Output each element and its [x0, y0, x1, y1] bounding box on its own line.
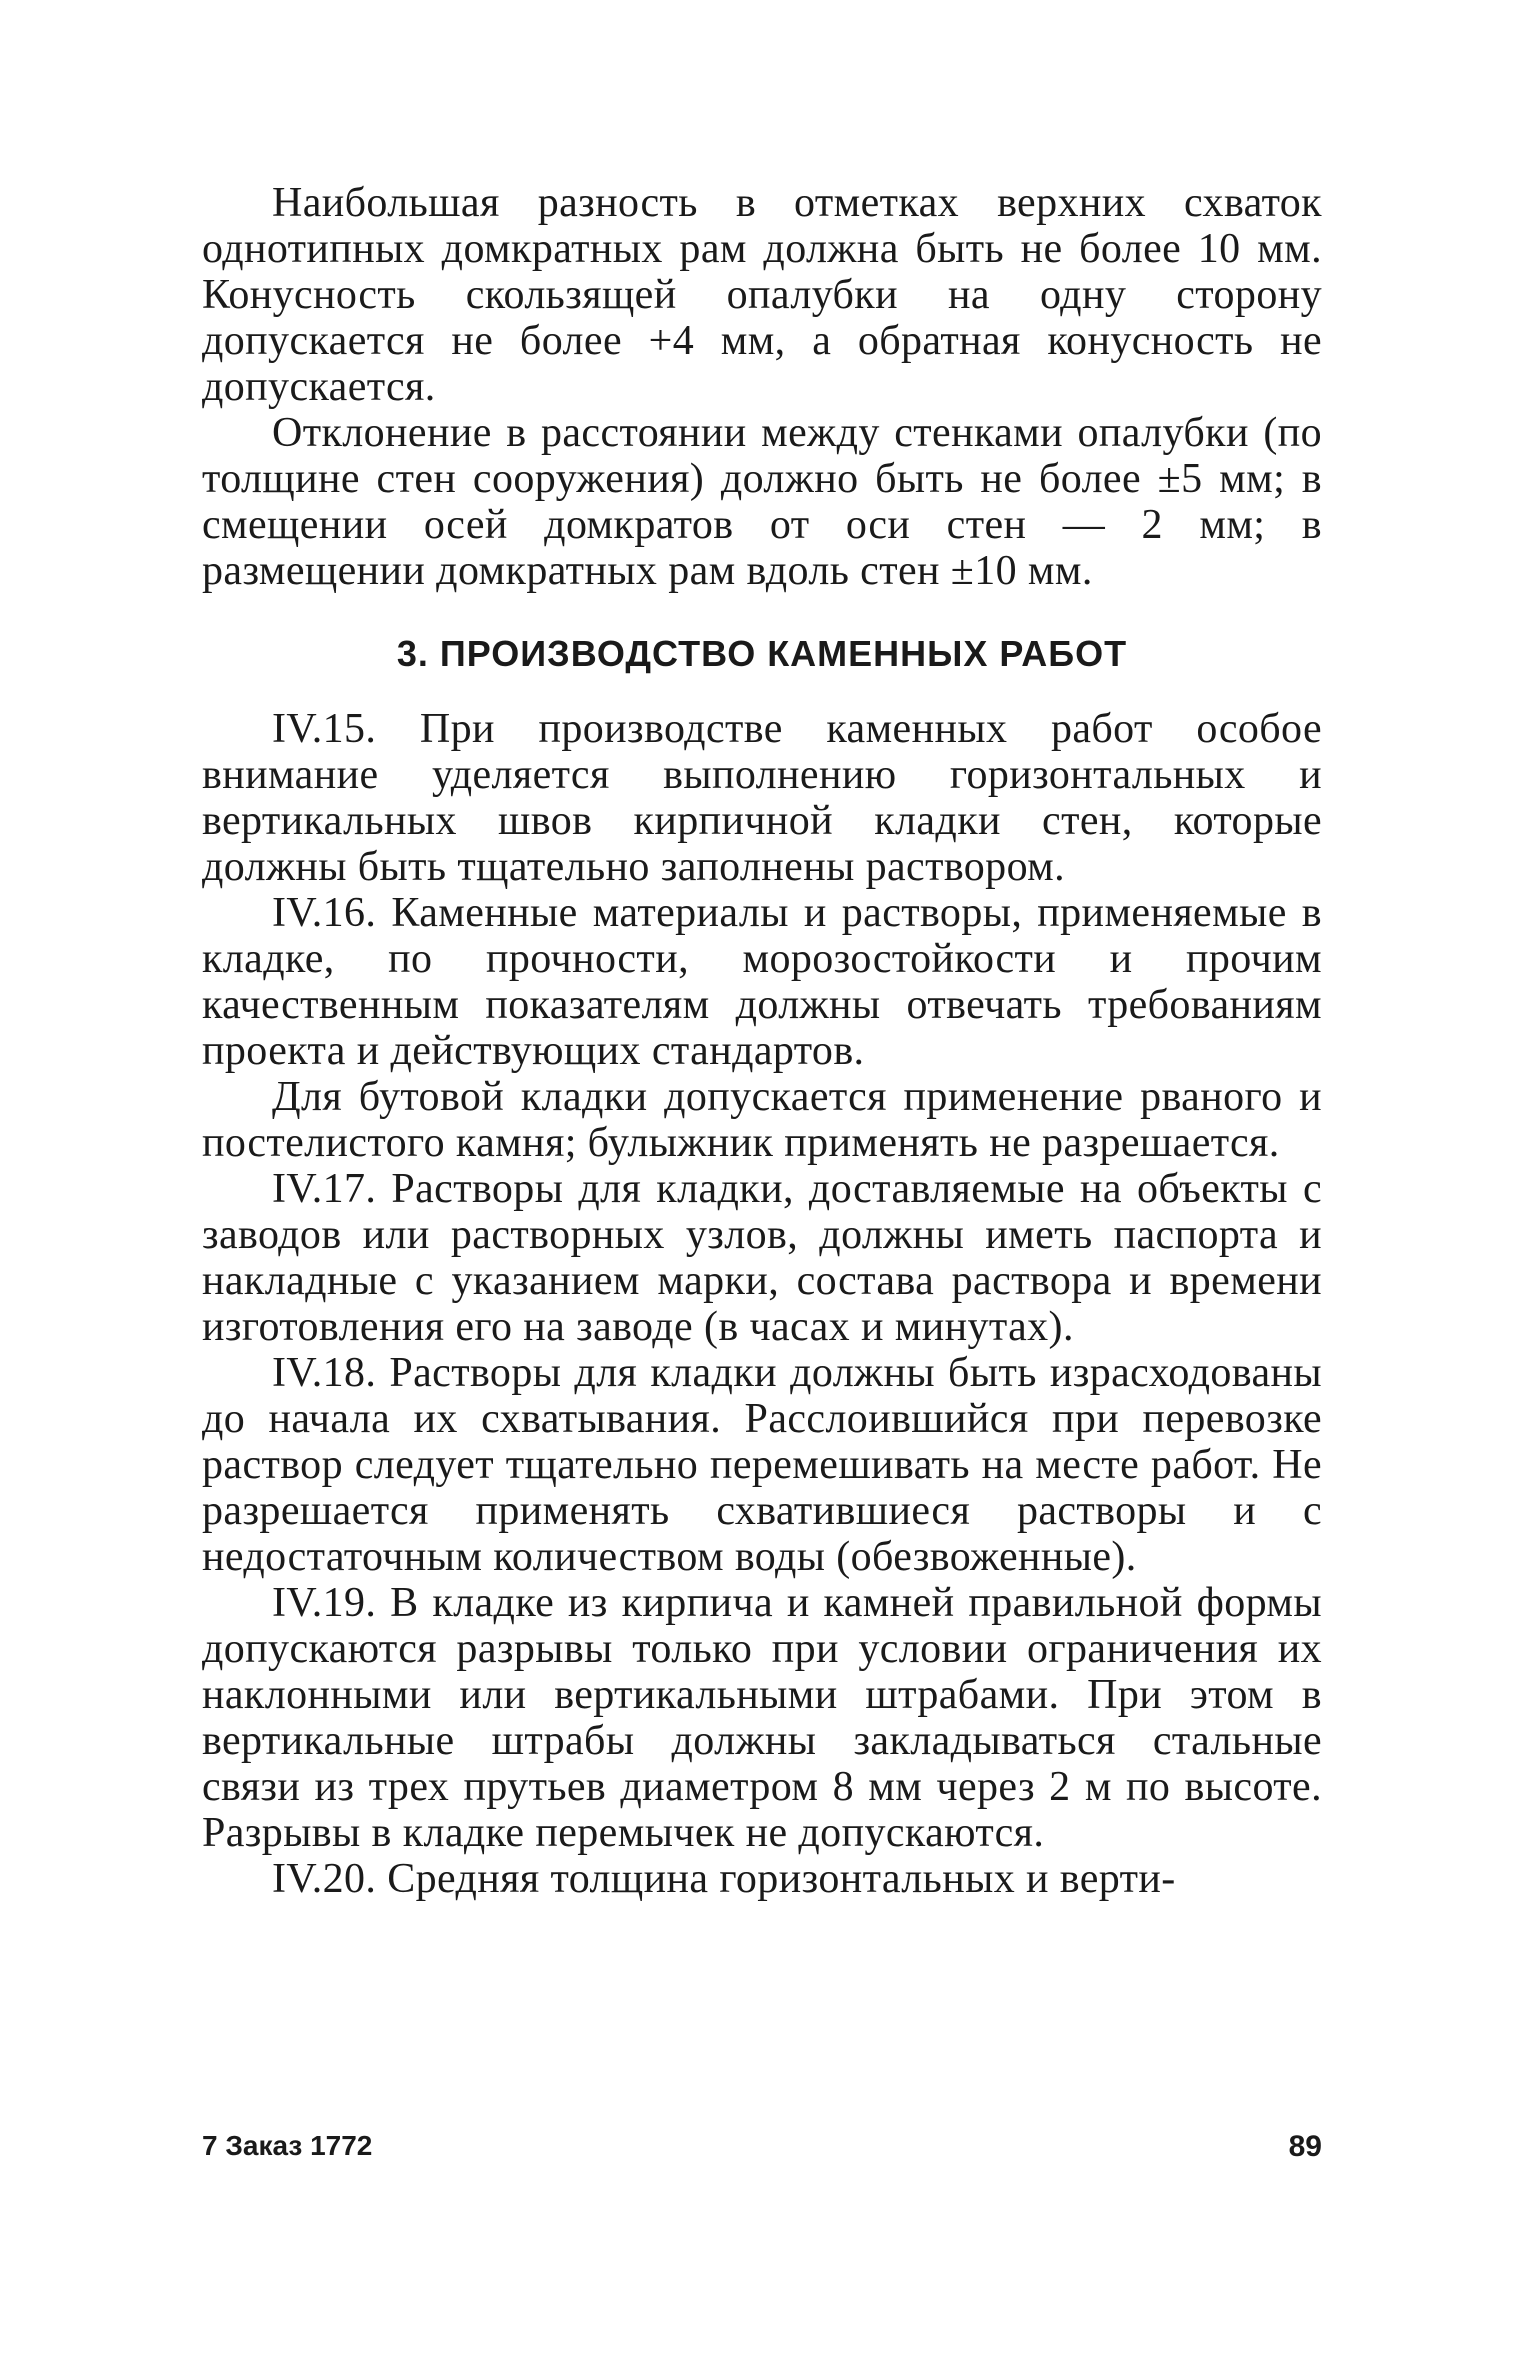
paragraph-iv-15: IV.15. При производстве каменных работ особое внимание уделяется выполнению горизонтальных и вертикальных швов кирпичной кладки стен, которые должны быть тщательно заполнены раствором. — [202, 706, 1322, 890]
paragraph-iv-18: IV.18. Растворы для кладки должны быть израсходованы до начала их схватывания. Расслоившийся при перевозке раствор следует тщательно перемешивать на месте работ. Не разрешается применять схватившиеся растворы и с недостаточным количеством воды (обезвоженные). — [202, 1350, 1322, 1580]
page-number: 89 — [1288, 2130, 1322, 2163]
paragraph-iv-16: IV.16. Каменные материалы и растворы, применяемые в кладке, по прочности, морозостойкости и прочим качественным показателям должны отвечать требованиям проекта и действующих стандартов. — [202, 890, 1322, 1074]
paragraph-iv-17: IV.17. Растворы для кладки, доставляемые на объекты с заводов или растворных узлов, должны иметь паспорта и накладные с указанием марки, состава раствора и времени изготовления его на заводе (в часах и минутах). — [202, 1166, 1322, 1350]
section-heading: 3. ПРОИЗВОДСТВО КАМЕННЫХ РАБОТ — [396, 633, 1128, 674]
paragraph-deviation: Отклонение в расстоянии между стенками опалубки (по толщине стен сооружения) должно быть не более ±5 мм; в смещении осей домкратов от оси стен — 2 мм; в размещении домкратных рам вдоль стен ±10 мм. — [202, 410, 1322, 594]
paragraph-iv-19: IV.19. В кладке из кирпича и камней правильной формы допускаются разрывы только при условии ограничения их наклонными или вертикальными штрабами. При этом в вертикальные штрабы должны закладываться стальные связи из трех прутьев диаметром 8 мм через 2 м по высоте. Разрывы в кладке перемычек не допускаются. — [202, 1580, 1322, 1856]
document-page — [202, 180, 1322, 1902]
paragraph-max-difference: Наибольшая разность в отметках верхних схваток однотипных домкратных рам должна быть не более 10 мм. Конусность скользящей опалубки на одну сторону допускается не более +4 мм, а обратная конусность не допускается. — [202, 180, 1322, 410]
paragraph-rubble-masonry: Для бутовой кладки допускается применение рваного и постелистого камня; булыжник применять не разрешается. — [202, 1074, 1322, 1166]
order-mark: 7 Заказ 1772 — [202, 2130, 373, 2161]
paragraph-iv-20: IV.20. Средняя толщина горизонтальных и верти- — [272, 1856, 1176, 1902]
page-footer — [202, 2130, 1322, 2170]
